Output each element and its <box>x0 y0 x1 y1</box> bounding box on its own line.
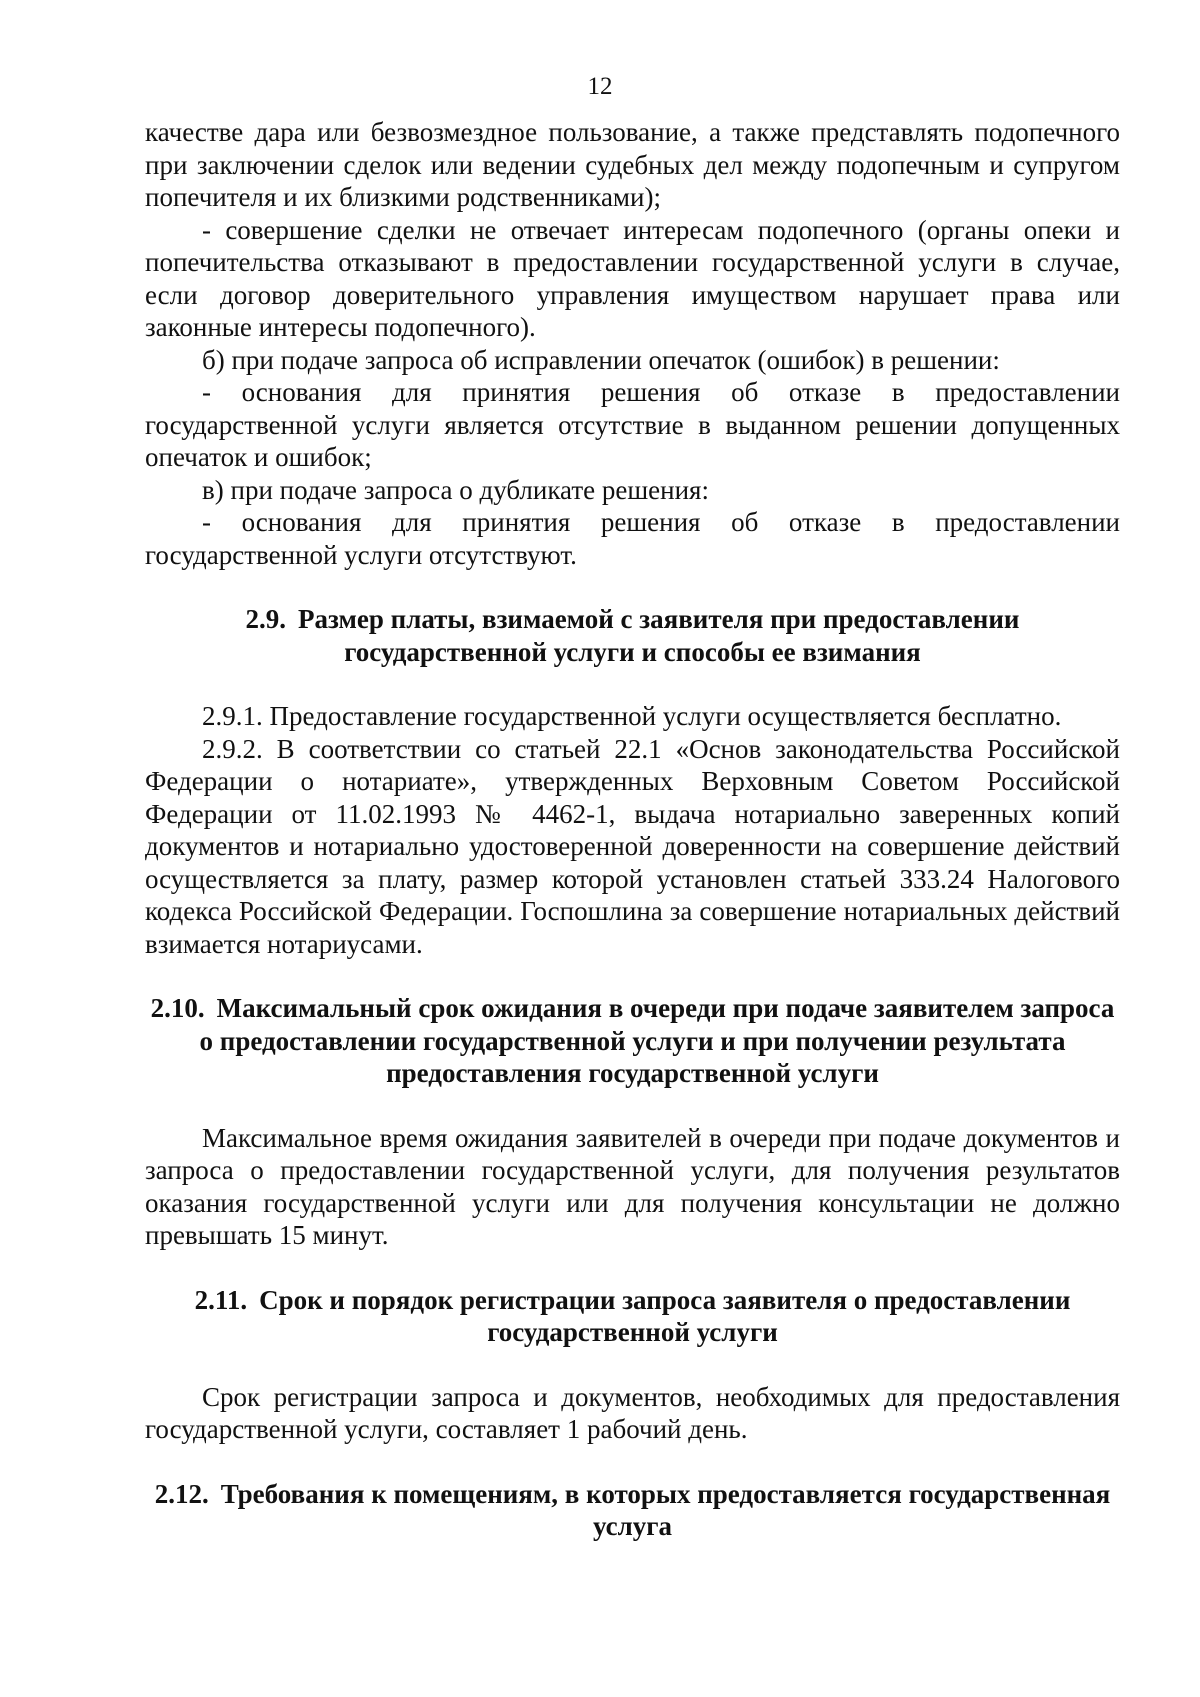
paragraph: в) при подаче запроса о дубликате решения: <box>202 474 709 505</box>
paragraph: качестве дара или безвозмездное пользование, а также представлять подопечного при заключении сделок или ведении судебных дел между подопечным и супругом попечителя и их близкими родственниками); <box>145 117 1120 212</box>
paragraph: б) при подаче запроса об исправлении опечаток (ошибок) в решении: <box>202 344 1000 375</box>
paragraph: 2.9.2. В соответствии со статьей 22.1 «Основ законодательства Российской Федерации о нотариате», утвержденных Верховным Советом Российской Федерации от 11.02.1993 № 4462-1, выдача нотариально заверенных копий документов и нотариально удостоверенной доверенности на совершение действий осуществляется за плату, размер которой установлен статьей 333.24 Налогового кодекса Российской Федерации. Госпошлина за совершение нотариальных действий взимается нотариусами. <box>145 733 1120 959</box>
section-title: Срок и порядок регистрации запроса заявителя о предоставлении государственной услуги <box>259 1284 1071 1347</box>
section-heading-2-11 <box>145 1284 1120 1349</box>
section-number: 2.9. <box>245 604 287 634</box>
section-heading-2-12 <box>145 1478 1120 1543</box>
paragraph: 2.9.1. Предоставление государственной услуги осуществляется бесплатно. <box>202 701 1062 731</box>
section-title: Требования к помещениям, в которых предоставляется государственная услуга <box>220 1478 1111 1541</box>
paragraph: - основания для принятия решения об отказе в предоставлении государственной услуги является отсутствие в выданном решении допущенных опечаток и ошибок; <box>145 377 1120 472</box>
section-number: 2.11. <box>194 1284 248 1315</box>
section-number: 2.10. <box>150 993 205 1023</box>
paragraph: - основания для принятия решения об отказе в предоставлении государственной услуги отсутствуют. <box>145 507 1120 570</box>
section-heading-2-10 <box>145 992 1120 1090</box>
paragraph: Максимальное время ожидания заявителей в очереди при подаче документов и запроса о предоставлении государственной услуги, для получения результатов оказания государственной услуги или для получения консультации не должно превышать 15 минут. <box>145 1122 1120 1250</box>
section-title: Максимальный срок ожидания в очереди при подаче заявителем запроса о предоставлении государственной услуги и при получении результата предоставления государственной услуги <box>199 993 1115 1088</box>
page-number: 12 <box>587 73 613 100</box>
section-title: Размер платы, взимаемой с заявителя при предоставлении государственной услуги и способы ее взимания <box>298 604 1020 667</box>
section-number: 2.12. <box>154 1478 209 1509</box>
document-body <box>145 116 1120 1543</box>
paragraph: Срок регистрации запроса и документов, необходимых для предоставления государственной услуги, составляет 1 рабочий день. <box>145 1381 1120 1444</box>
paragraph: - совершение сделки не отвечает интересам подопечного (органы опеки и попечительства отказывают в предоставлении государственной услуги в случае, если договор доверительного управления имуществом нарушает права или законные интересы подопечного). <box>145 214 1120 342</box>
section-heading-2-9 <box>145 603 1120 668</box>
